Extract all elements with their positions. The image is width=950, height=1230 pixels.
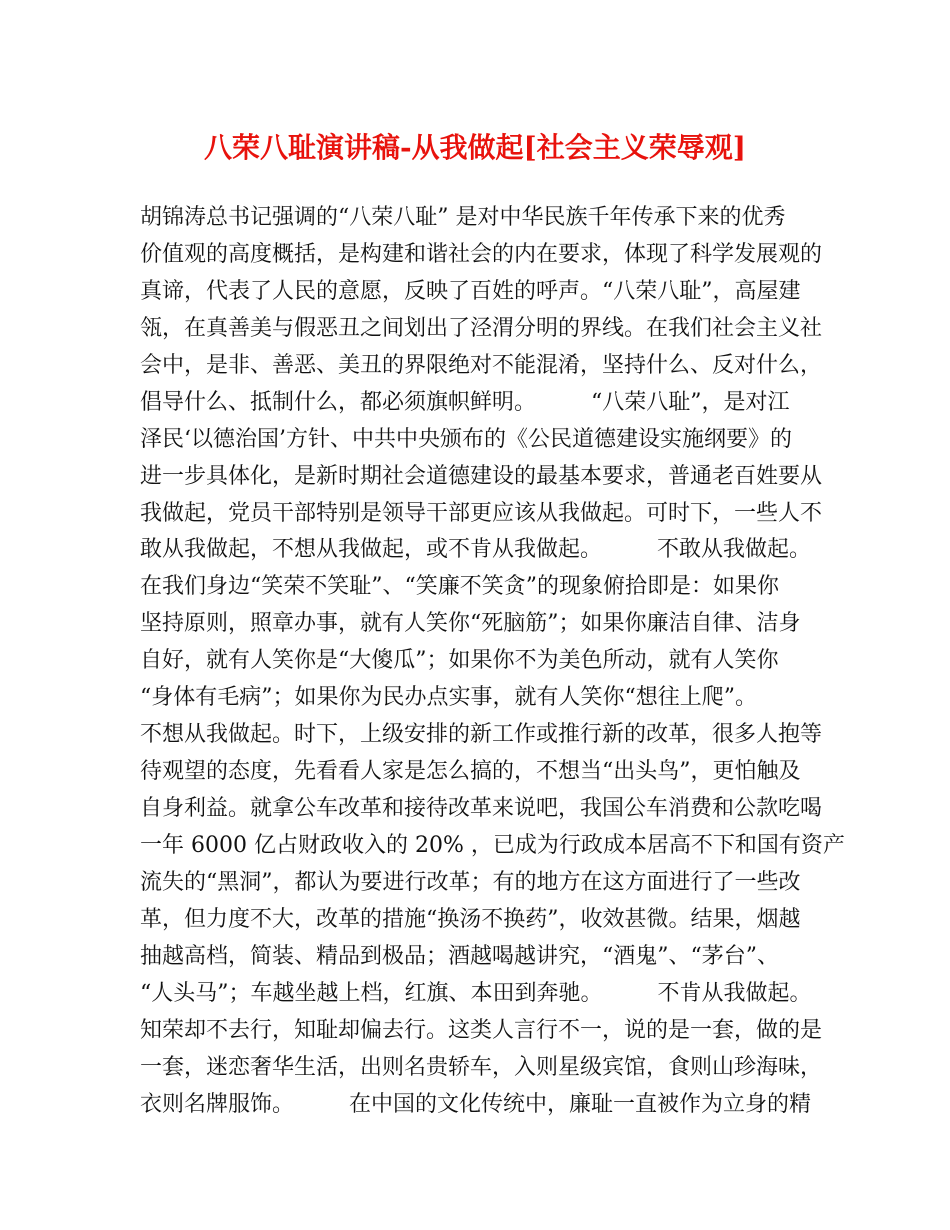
- body-line: 革，但力度不大，改革的措施“换汤不换药”，收效甚微。结果，烟越: [140, 906, 801, 932]
- body-line: 不想从我做起。时下，上级安排的新工作或推行新的改革，很多人抱等: [140, 722, 823, 748]
- body-line: “人头马”；车越坐越上档，红旗、本田到奔驰。 不肯从我做起。: [140, 980, 812, 1006]
- document-body: [140, 200, 845, 1123]
- body-line: 倡导什么、抵制什么，都必须旗帜鲜明。 “八荣八耻”，是对江: [140, 389, 790, 415]
- body-line: 自好，就有人笑你是“大傻瓜”；如果你不为美色所动，就有人笑你: [140, 648, 779, 674]
- body-line: 真谛，代表了人民的意愿，反映了百姓的呼声。“八荣八耻”，高屋建: [140, 278, 801, 304]
- body-line: 进一步具体化，是新时期社会道德建设的最基本要求，普通老百姓要从: [140, 463, 823, 489]
- body-line: 泽民‘以德治国’方针、中共中央颁布的《公民道德建设实施纲要》的: [140, 426, 792, 452]
- body-line: “身体有毛病”；如果你为民办点实事，就有人笑你“想往上爬”。: [140, 685, 757, 711]
- body-line: 流失的“黑洞”，都认为要进行改革；有的地方在这方面进行了一些改: [140, 869, 801, 895]
- body-line: 价值观的高度概括，是构建和谐社会的内在要求，体现了科学发展观的: [140, 241, 823, 267]
- body-line: 瓴，在真善美与假恶丑之间划出了泾渭分明的界线。在我们社会主义社: [140, 315, 823, 341]
- body-line: 坚持原则，照章办事，就有人笑你“死脑筋”；如果你廉洁自律、洁身: [140, 611, 801, 637]
- body-line: 待观望的态度，先看看人家是怎么搞的，不想当“出头鸟”，更怕触及: [140, 759, 801, 785]
- document-title: 八荣八耻演讲稿-从我做起[社会主义荣辱观]: [203, 131, 747, 164]
- body-line: 抽越高档，简装、精品到极品；酒越喝越讲究，“酒鬼”、“茅台”、: [140, 943, 779, 969]
- body-line: 敢从我做起，不想从我做起，或不肯从我做起。 不敢从我做起。: [140, 537, 812, 563]
- body-line: 我做起，党员干部特别是领导干部更应该从我做起。可时下，一些人不: [140, 500, 823, 526]
- body-line: 知荣却不去行，知耻却偏去行。这类人言行不一，说的是一套，做的是: [140, 1017, 823, 1043]
- body-line: 自身利益。就拿公车改革和接待改革来说吧，我国公车消费和公款吃喝: [140, 796, 823, 821]
- body-line: 胡锦涛总书记强调的“八荣八耻” 是对中华民族千年传承下来的优秀: [140, 205, 786, 230]
- body-line: 会中，是非、善恶、美丑的界限绝对不能混淆，坚持什么、反对什么，: [140, 352, 823, 378]
- body-line: 一套，迷恋奢华生活，出则名贵轿车，入则星级宾馆，食则山珍海味，: [140, 1054, 823, 1080]
- body-line: 一年 6000 亿占财政收入的 20% ，已成为行政成本居高不下和国有资产: [140, 832, 845, 858]
- body-line: 衣则名牌服饰。 在中国的文化传统中，廉耻一直被作为立身的精: [140, 1091, 812, 1117]
- body-line: 在我们身边“笑荣不笑耻”、“笑廉不笑贪”的现象俯拾即是：如果你: [140, 574, 779, 600]
